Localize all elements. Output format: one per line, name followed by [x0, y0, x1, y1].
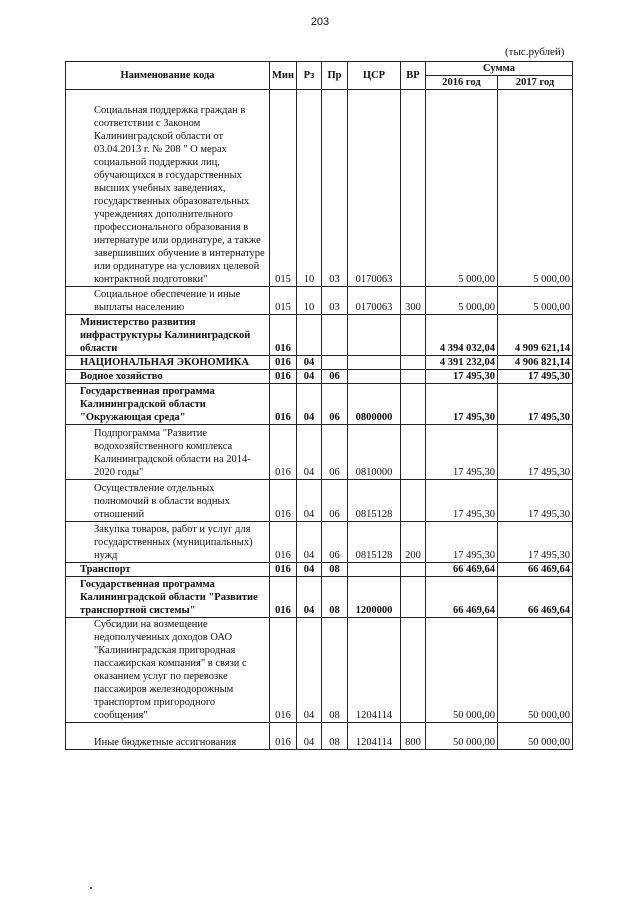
units-label: (тыс.рублей): [505, 46, 565, 58]
table-row: Социальная поддержка граждан в соответствии с Законом Калининградской области от 03.04.2013 г. № 208 " О мерах социальной поддержки лиц, обучающихся в государственных высших учебных заведениях, государственных образовательных учреждениях дополнительного профессионального образования в интернатуре или ординатуре, а также завершивших обучение в интернатуре или ординатуре на условиях целевой контрактной подготовки" 015 10 03 0170063 5 000,00 5 000,00: [66, 90, 573, 287]
col-name-header: Наименование кода: [66, 62, 270, 90]
table-row: НАЦИОНАЛЬНАЯ ЭКОНОМИКА 016 04 4 391 232,04 4 906 821,14: [66, 356, 573, 370]
col-vr-header: ВР: [401, 62, 426, 90]
col-sum-header: Сумма: [426, 62, 573, 76]
table-row: Министерство развития инфраструктуры Калининградской области 016 4 394 032,04 4 909 621,14: [66, 315, 573, 356]
col-2016-header: 2016 год: [426, 76, 498, 90]
table-row: Водное хозяйство 016 04 06 17 495,30 17 495,30: [66, 370, 573, 384]
col-min-header: Мин: [270, 62, 297, 90]
table-row: Транспорт 016 04 08 66 469,64 66 469,64: [66, 563, 573, 577]
table-row: Закупка товаров, работ и услуг для государственных (муниципальных) нужд 016 04 06 0815128 200 17 495,30 17 495,30: [66, 522, 573, 563]
budget-table: [65, 61, 573, 750]
col-2017-header: 2017 год: [498, 76, 573, 90]
table-row: Субсидии на возмещение недополученных доходов ОАО "Калининградская пригородная пассажирская компания" в связи с оказанием услуг по перевозке пассажиров железнодорожным транспортом пригородного сообщения" 016 04 08 1204114 50 000,00 50 000,00: [66, 618, 573, 723]
table-row: Государственная программа Калининградской области "Развитие транспортной системы" 016 04 08 1200000 66 469,64 66 469,64: [66, 577, 573, 618]
table-row: Социальное обеспечение и иные выплаты населению 015 10 03 0170063 300 5 000,00 5 000,00: [66, 287, 573, 315]
table-row: Осуществление отдельных полномочий в области водных отношений 016 04 06 0815128 17 495,30 17 495,30: [66, 480, 573, 522]
page-number: 203: [310, 16, 330, 28]
scan-speck: [90, 887, 92, 889]
col-rz-header: Рз: [297, 62, 322, 90]
table-row: Подпрограмма "Развитие водохозяйственного комплекса Калининградской области на 2014-2020 годы" 016 04 06 0810000 17 495,30 17 495,30: [66, 425, 573, 480]
col-csr-header: ЦСР: [348, 62, 401, 90]
col-pr-header: Пр: [322, 62, 348, 90]
table-row: Иные бюджетные ассигнования 016 04 08 1204114 800 50 000,00 50 000,00: [66, 723, 573, 750]
table-row: Государственная программа Калининградской области "Окружающая среда" 016 04 06 0800000 17 495,30 17 495,30: [66, 384, 573, 425]
